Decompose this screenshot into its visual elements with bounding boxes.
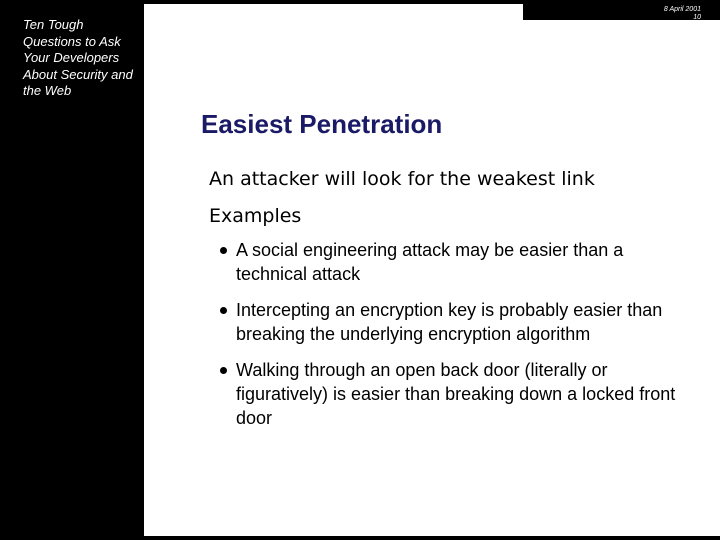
slide-title: Easiest Penetration bbox=[201, 109, 443, 139]
header-info bbox=[664, 6, 701, 20]
lead-point: An attacker will look for the weakest link bbox=[209, 168, 595, 190]
list-item bbox=[218, 358, 688, 430]
date-label: 8 April 2001 bbox=[663, 6, 701, 13]
bullet-dot-icon bbox=[220, 367, 227, 374]
examples-list bbox=[218, 238, 688, 442]
header-bar bbox=[523, 4, 720, 20]
examples-heading: Examples bbox=[209, 205, 302, 227]
list-item-text: Intercepting an encryption key is probably easier than breaking the underlying encryption algorithm bbox=[236, 300, 663, 344]
list-item bbox=[218, 298, 688, 346]
page-number: 10 bbox=[693, 14, 701, 20]
bullet-dot-icon bbox=[220, 307, 227, 314]
list-item-text: Walking through an open back door (literally or figuratively) is easier than breaking down a locked front door bbox=[236, 360, 676, 428]
list-item bbox=[218, 238, 688, 286]
presentation-title: Ten Tough Questions to Ask Your Developers About Security and the Web bbox=[23, 17, 133, 98]
bullet-dot-icon bbox=[220, 247, 227, 254]
list-item-text: A social engineering attack may be easier than a technical attack bbox=[236, 240, 624, 284]
